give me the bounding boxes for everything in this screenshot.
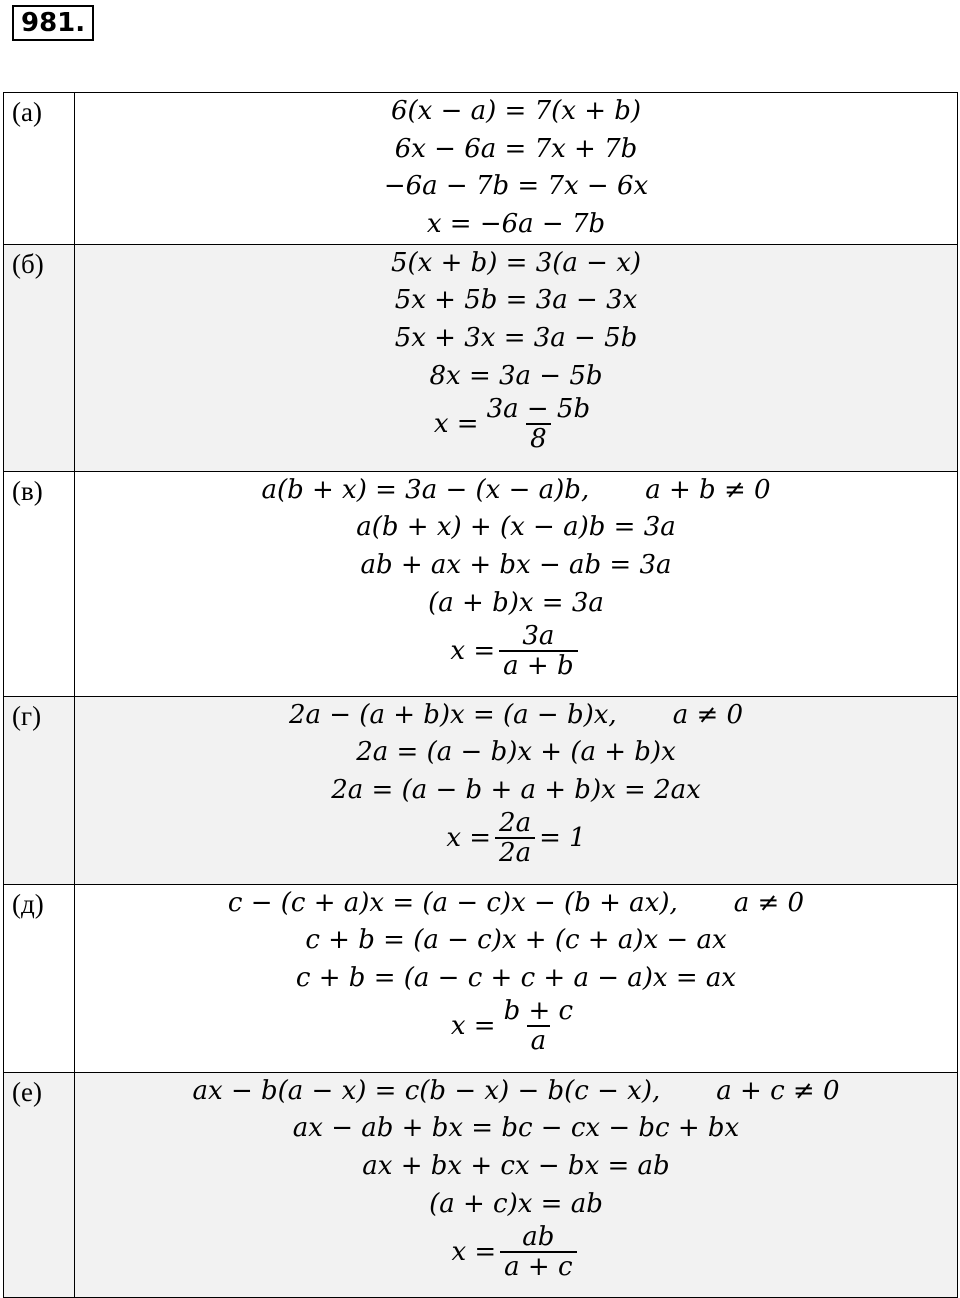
math-cell — [75, 471, 958, 696]
fraction-equation — [75, 620, 957, 681]
equation-line: 5x + 5b = 3a − 3x — [394, 285, 638, 316]
fraction-lhs: x = — [451, 1236, 497, 1267]
equation-line — [75, 697, 957, 735]
problem-number: 981. — [12, 5, 94, 41]
equation-line: ab + ax + bx − ab = 3a — [360, 550, 672, 581]
table-row — [4, 93, 958, 245]
numerator: 2a — [499, 807, 532, 838]
equation-line — [75, 472, 957, 510]
equation-line: x = −6a − 7b — [426, 209, 606, 240]
equation-line — [75, 885, 957, 923]
denominator: 2a — [495, 837, 535, 867]
table-row — [4, 696, 958, 884]
equation-text: ax − b(a − x) = c(b − x) − b(c − x), — [192, 1075, 661, 1106]
equation-line: (a + b)x = 3a — [428, 587, 604, 618]
condition: a ≠ 0 — [672, 699, 744, 730]
denominator: 8 — [526, 423, 551, 453]
denominator: a + c — [500, 1251, 576, 1281]
fraction — [500, 997, 578, 1055]
equation-text: c − (c + a)x = (a − c)x − (b + ax), — [227, 887, 678, 918]
fraction — [483, 395, 595, 453]
fraction-rhs: = 1 — [539, 822, 586, 853]
math-cell — [75, 93, 958, 245]
math-cell — [75, 884, 958, 1072]
fraction-lhs: x = — [446, 822, 492, 853]
equation-line: 8x = 3a − 5b — [429, 360, 603, 391]
equation-line — [75, 1073, 957, 1111]
fraction-equation — [75, 393, 957, 454]
fraction-equation — [75, 995, 957, 1056]
equation-line: a(b + x) + (x − a)b = 3a — [356, 512, 676, 543]
equation-text: a(b + x) = 3a − (x − a)b, — [261, 474, 590, 505]
condition: a ≠ 0 — [733, 887, 805, 918]
equation-line: 2a = (a − b + a + b)x = 2ax — [331, 775, 701, 806]
equation-line: 6(x − a) = 7(x + b) — [390, 96, 642, 126]
equation-line: ax − ab + bx = bc − cx − bc + bx — [292, 1113, 740, 1144]
math-cell — [75, 244, 958, 471]
table-row — [4, 244, 958, 471]
numerator: 3a — [522, 620, 555, 651]
equation-line: ax + bx + cx − bx = ab — [362, 1151, 670, 1182]
equation-text: 2a − (a + b)x = (a − b)x, — [288, 699, 617, 730]
numerator: 3a − 5b — [486, 393, 591, 424]
row-label: (а) — [4, 93, 75, 245]
table-row — [4, 884, 958, 1072]
equation-line: −6a − 7b = 7x − 6x — [383, 171, 649, 202]
equation-line: (a + c)x = ab — [429, 1188, 603, 1219]
denominator: a — [527, 1025, 551, 1055]
row-label: (г) — [4, 696, 75, 884]
row-label: (в) — [4, 471, 75, 696]
fraction-equation — [75, 1221, 957, 1282]
solution-table — [3, 92, 958, 1298]
row-label: (б) — [4, 244, 75, 471]
denominator: a + b — [499, 650, 577, 680]
math-cell — [75, 696, 958, 884]
equation-line: 5x + 3x = 3a − 5b — [394, 323, 638, 354]
fraction — [499, 622, 577, 680]
math-cell — [75, 1072, 958, 1297]
equation-line: c + b = (a − c + c + a − a)x = ax — [295, 963, 737, 994]
fraction — [495, 809, 535, 867]
numerator: ab — [522, 1221, 555, 1252]
fraction-lhs: x = — [450, 1010, 496, 1041]
table-row — [4, 1072, 958, 1297]
numerator: b + c — [503, 995, 574, 1026]
fraction-lhs: x = — [433, 408, 479, 439]
equation-line: 5(x + b) = 3(a − x) — [390, 247, 642, 278]
table-row — [4, 471, 958, 696]
row-label: (е) — [4, 1072, 75, 1297]
fraction-lhs: x = — [450, 635, 496, 666]
condition: a + b ≠ 0 — [645, 474, 771, 505]
row-label: (д) — [4, 884, 75, 1072]
condition: a + c ≠ 0 — [716, 1075, 840, 1106]
fraction-equation — [75, 807, 957, 868]
equation-line: c + b = (a − c)x + (c + a)x − ax — [305, 925, 727, 956]
equation-line: 6x − 6a = 7x + 7b — [394, 133, 638, 164]
equation-line: 2a = (a − b)x + (a + b)x — [356, 737, 676, 768]
fraction — [500, 1223, 576, 1281]
